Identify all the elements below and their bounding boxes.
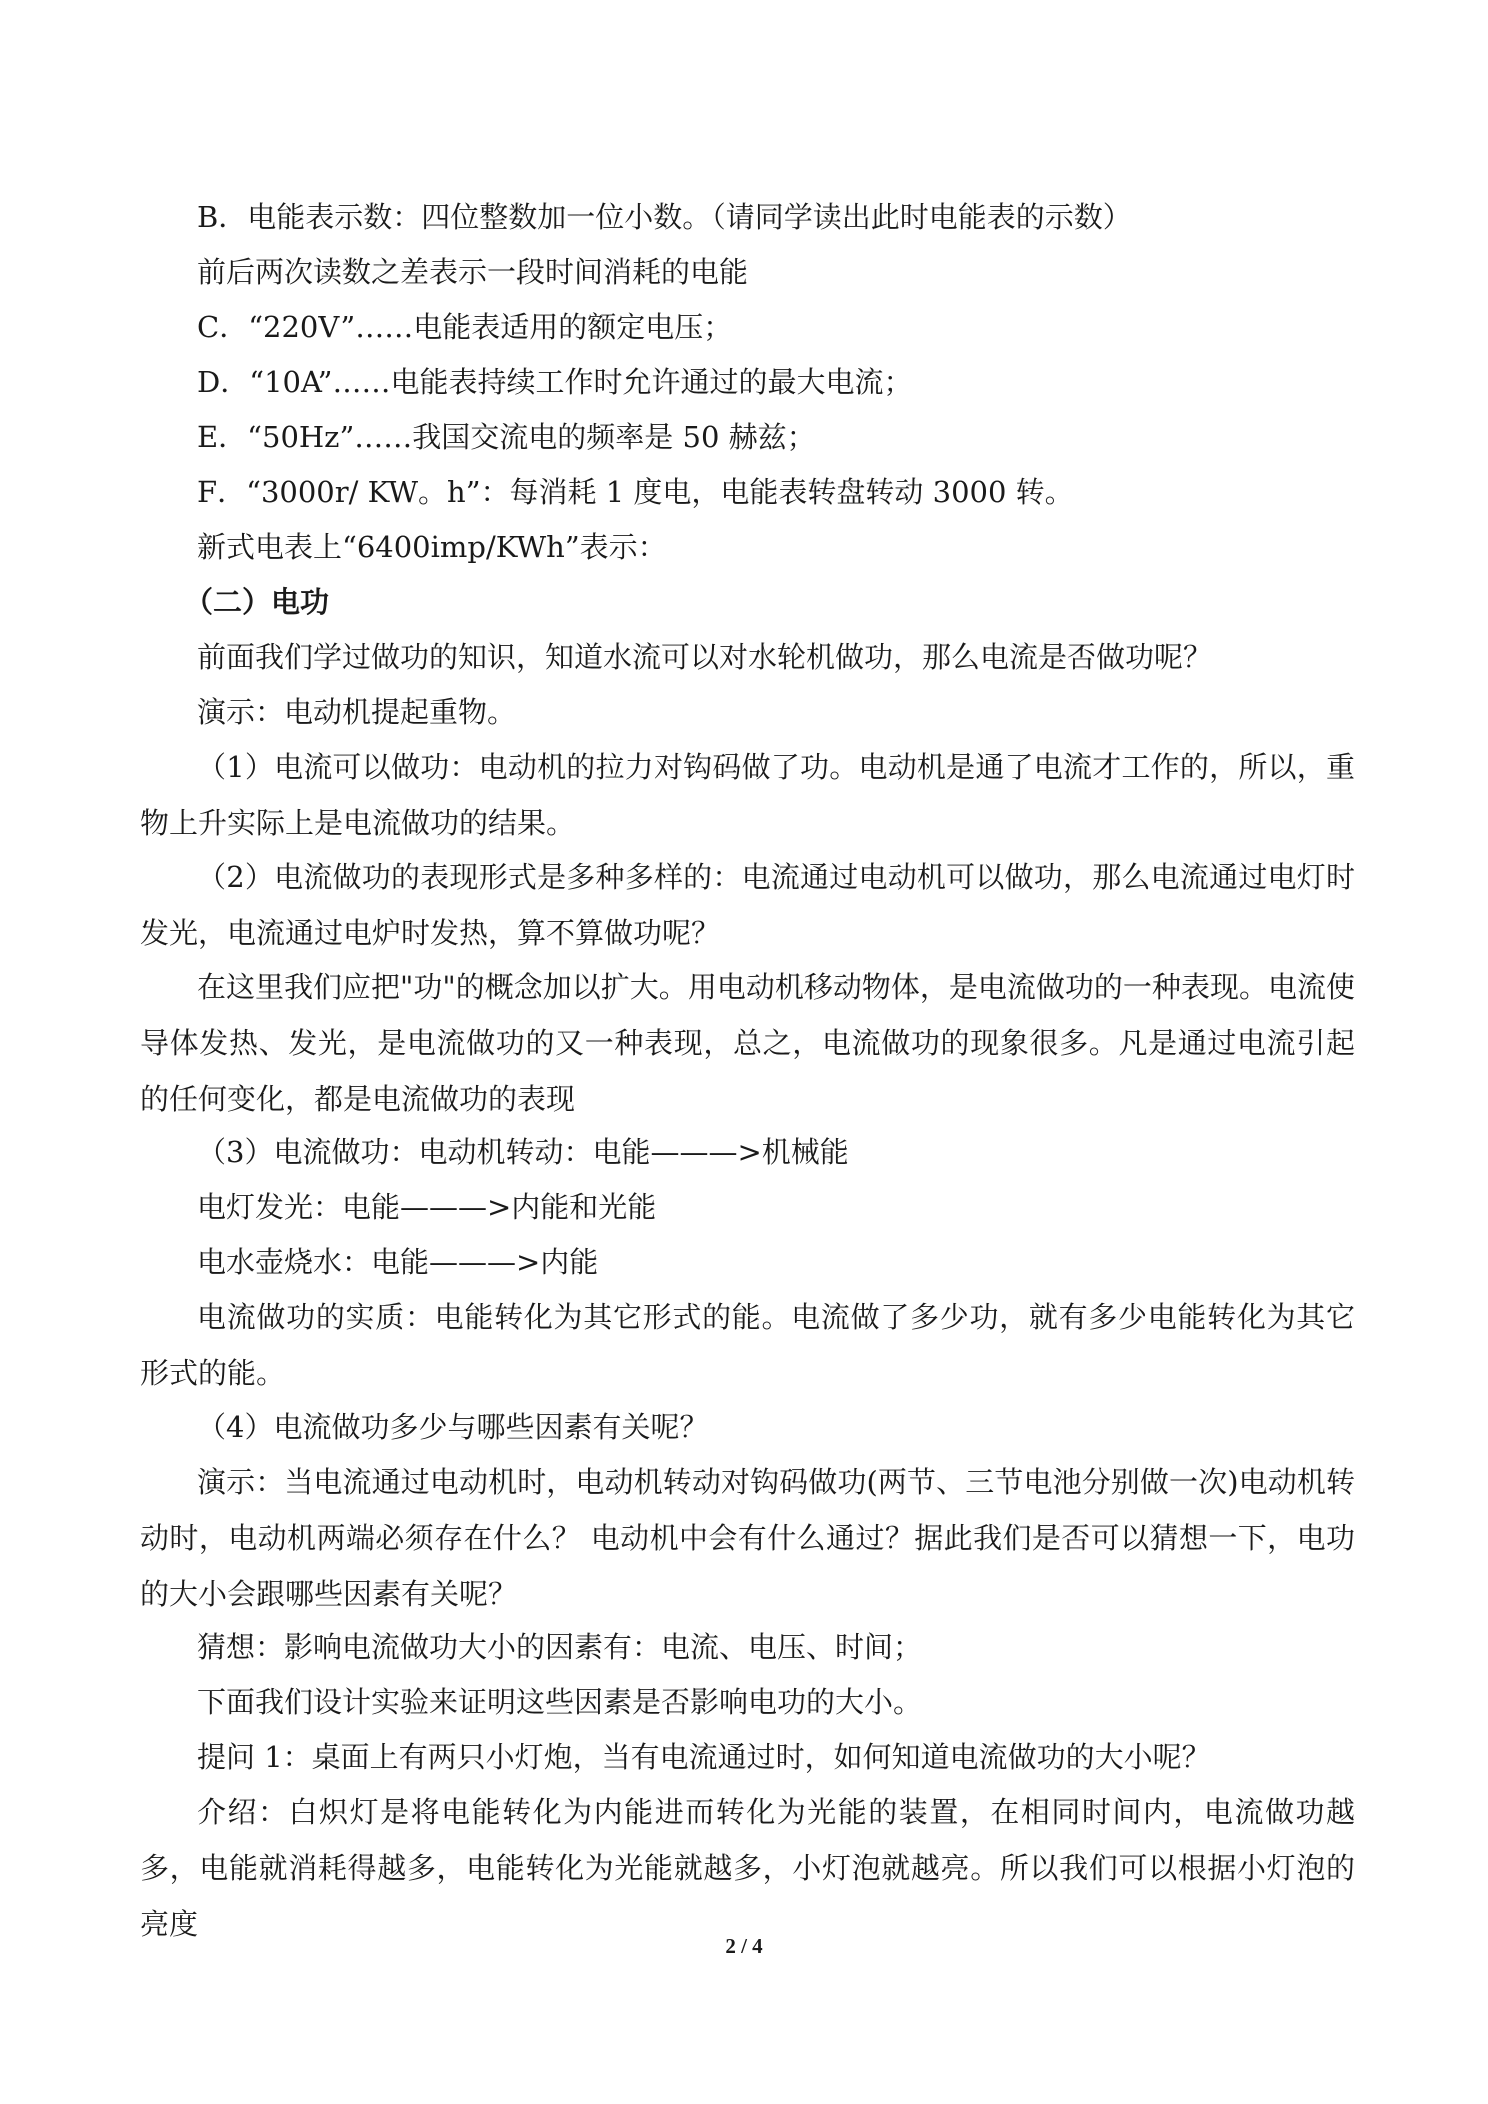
paragraph-point-2: （2）电流做功的表现形式是多种多样的：电流通过电动机可以做功，那么电流通过电灯时发光，电流通过电炉时发热，算不算做功呢？: [140, 860, 1355, 950]
paragraph-expand-concept: 在这里我们应把"功"的概念加以扩大。用电动机移动物体，是电流做功的一种表现。电流使导体发热、发光，是电流做功的又一种表现，总之，电流做功的现象很多。凡是通过电流引起的任何变化，都是电流做功的表现: [140, 970, 1355, 1116]
paragraph-demo-lift: 演示：电动机提起重物。: [197, 695, 517, 729]
paragraph-reading-difference: 前后两次读数之差表示一段时间消耗的电能: [197, 255, 749, 289]
paragraph-kettle: 电水壶烧水：电能———>内能: [197, 1245, 599, 1279]
paragraph-question-1: 提问 1：桌面上有两只小灯炮，当有电流通过时，如何知道电流做功的大小呢？: [197, 1740, 1211, 1774]
paragraph-explanation: 介绍：白炽灯是将电能转化为内能进而转化为光能的装置，在相同时间内，电流做功越多，电能就消耗得越多，电能转化为光能就越多，小灯泡就越亮。所以我们可以根据小灯泡的亮度: [140, 1795, 1355, 1941]
paragraph-point-1: （1）电流可以做功：电动机的拉力对钩码做了功。电动机是通了电流才工作的，所以，重物上升实际上是电流做功的结果。: [140, 750, 1355, 840]
paragraph-essence: 电流做功的实质：电能转化为其它形式的能。电流做了多少功，就有多少电能转化为其它形式的能。: [140, 1300, 1355, 1390]
paragraph-point-3: （3）电流做功：电动机转动：电能———>机械能: [197, 1135, 849, 1169]
paragraph-f: F．“3000r/ KW。h”：每消耗 1 度电，电能表转盘转动 3000 转。: [197, 475, 1074, 509]
paragraph-new-meter: 新式电表上“6400imp/KWh”表示：: [197, 530, 667, 564]
paragraph-guess: 猜想：影响电流做功大小的因素有：电流、电压、时间；: [197, 1630, 923, 1664]
paragraph-lamp: 电灯发光：电能———>内能和光能: [197, 1190, 657, 1224]
paragraph-intro: 前面我们学过做功的知识，知道水流可以对水轮机做功，那么电流是否做功呢？: [197, 640, 1213, 674]
paragraph-b: B．电能表示数：四位整数加一位小数。（请同学读出此时电能表的示数）: [197, 200, 1132, 234]
paragraph-design: 下面我们设计实验来证明这些因素是否影响电功的大小。: [197, 1685, 923, 1719]
paragraph-e: E．“50Hz”……我国交流电的频率是 50 赫兹；: [197, 420, 816, 454]
paragraph-d: D．“10A”……电能表持续工作时允许通过的最大电流；: [197, 365, 913, 399]
page-number: 2 / 4: [725, 1934, 763, 1958]
paragraph-c: C．“220V”……电能表适用的额定电压；: [197, 310, 733, 344]
paragraph-point-4: （4）电流做功多少与哪些因素有关呢？: [197, 1410, 709, 1444]
paragraph-demo-motor: 演示：当电流通过电动机时，电动机转动对钩码做功(两节、三节电池分别做一次)电动机转动时，电动机两端必须存在什么？ 电动机中会有什么通过？据此我们是否可以猜想一下，电功的大小会跟哪些因素有关呢？: [140, 1465, 1355, 1611]
section-heading: （二）电功: [184, 585, 330, 619]
